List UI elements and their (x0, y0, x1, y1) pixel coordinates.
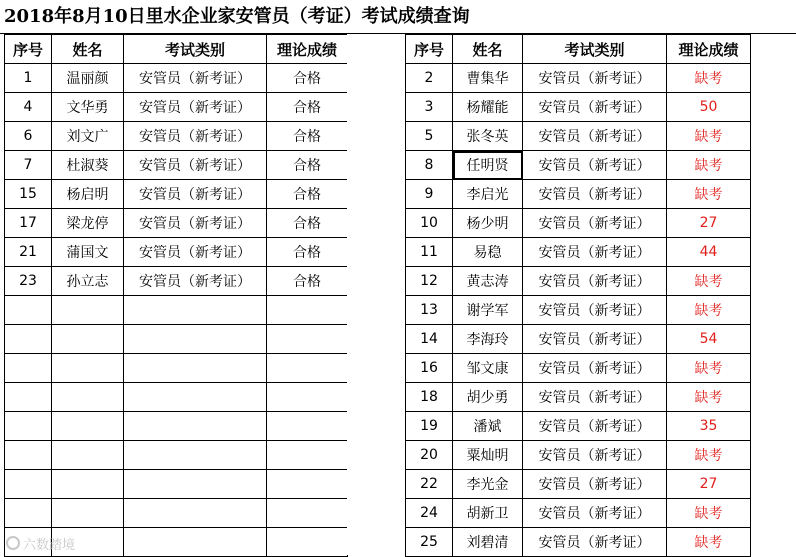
empty-cell[interactable] (267, 499, 348, 528)
cell-no[interactable]: 19 (406, 412, 453, 441)
cell-category[interactable]: 安管员（新考证） (523, 296, 667, 325)
table-row (406, 499, 751, 528)
cell-score[interactable]: 缺考 (667, 499, 751, 528)
cell-name[interactable]: 杨少明 (453, 209, 523, 238)
cell-category[interactable]: 安管员（新考证） (124, 267, 267, 296)
empty-row (5, 441, 348, 470)
cell-score[interactable]: 缺考 (667, 383, 751, 412)
cell-score[interactable]: 54 (667, 325, 751, 354)
cell-category[interactable]: 安管员（新考证） (523, 93, 667, 122)
cell-score[interactable]: 缺考 (667, 151, 751, 180)
cell-category[interactable]: 安管员（新考证） (523, 354, 667, 383)
table-row (406, 64, 751, 93)
spacer-column (347, 34, 405, 555)
cell-category[interactable]: 安管员（新考证） (124, 151, 267, 180)
empty-cell[interactable] (5, 325, 52, 354)
cell-name[interactable]: 刘文广 (52, 122, 124, 151)
cell-name[interactable]: 杜淑葵 (52, 151, 124, 180)
cell-no[interactable]: 21 (5, 238, 52, 267)
cell-score[interactable]: 合格 (267, 151, 348, 180)
cell-name[interactable]: 潘斌 (453, 412, 523, 441)
empty-cell[interactable] (52, 412, 124, 441)
cell-category[interactable]: 安管员（新考证） (523, 412, 667, 441)
cell-score[interactable]: 缺考 (667, 180, 751, 209)
right-results-table (405, 34, 751, 557)
cell-category[interactable]: 安管员（新考证） (523, 180, 667, 209)
empty-cell[interactable] (52, 325, 124, 354)
cell-no[interactable]: 17 (5, 209, 52, 238)
cell-score[interactable]: 50 (667, 93, 751, 122)
cell-name[interactable]: 孙立志 (52, 267, 124, 296)
table-row (406, 441, 751, 470)
cell-name[interactable]: 黄志涛 (453, 267, 523, 296)
cell-name[interactable]: 杨耀能 (453, 93, 523, 122)
cell-score[interactable]: 合格 (267, 93, 348, 122)
table-row (406, 383, 751, 412)
empty-cell[interactable] (267, 354, 348, 383)
empty-cell[interactable] (52, 499, 124, 528)
empty-cell[interactable] (124, 470, 267, 499)
cell-score[interactable]: 合格 (267, 238, 348, 267)
empty-cell[interactable] (5, 383, 52, 412)
cell-category[interactable]: 安管员（新考证） (124, 209, 267, 238)
cell-no[interactable]: 16 (406, 354, 453, 383)
empty-cell[interactable] (267, 412, 348, 441)
cell-category[interactable]: 安管员（新考证） (523, 383, 667, 412)
cell-no[interactable]: 2 (406, 64, 453, 93)
table-row (406, 93, 751, 122)
empty-row (5, 325, 348, 354)
table-row (5, 64, 348, 93)
table-row (406, 412, 751, 441)
cell-score[interactable]: 27 (667, 470, 751, 499)
empty-cell[interactable] (124, 412, 267, 441)
cell-category[interactable]: 安管员（新考证） (523, 325, 667, 354)
cell-score[interactable]: 27 (667, 209, 751, 238)
cell-score[interactable]: 44 (667, 238, 751, 267)
cell-category[interactable]: 安管员（新考证） (523, 209, 667, 238)
header-no[interactable]: 序号 (5, 35, 52, 64)
empty-cell[interactable] (5, 470, 52, 499)
empty-cell[interactable] (52, 470, 124, 499)
header-name[interactable]: 姓名 (52, 35, 124, 64)
cell-score[interactable]: 合格 (267, 64, 348, 93)
empty-cell[interactable] (5, 354, 52, 383)
table-row (5, 267, 348, 296)
watermark-text: 六数踏境 (23, 537, 76, 553)
cell-category[interactable]: 安管员（新考证） (523, 267, 667, 296)
empty-cell[interactable] (5, 296, 52, 325)
empty-cell[interactable] (52, 383, 124, 412)
cell-no[interactable]: 11 (406, 238, 453, 267)
header-score[interactable]: 理论成绩 (267, 35, 348, 64)
empty-cell[interactable] (124, 383, 267, 412)
empty-row (5, 354, 348, 383)
cell-no[interactable]: 18 (406, 383, 453, 412)
empty-cell[interactable] (52, 296, 124, 325)
cell-category[interactable]: 安管员（新考证） (124, 93, 267, 122)
cell-name[interactable]: 易稳 (453, 238, 523, 267)
empty-row (5, 412, 348, 441)
cell-no[interactable]: 12 (406, 267, 453, 296)
cell-name[interactable]: 粟灿明 (453, 441, 523, 470)
cell-no[interactable]: 23 (5, 267, 52, 296)
cell-category[interactable]: 安管员（新考证） (523, 64, 667, 93)
table-row (406, 267, 751, 296)
empty-row (5, 470, 348, 499)
table-row (406, 325, 751, 354)
empty-cell[interactable] (5, 499, 52, 528)
empty-cell[interactable] (267, 296, 348, 325)
empty-cell[interactable] (267, 383, 348, 412)
table-row (406, 151, 751, 180)
empty-row (5, 499, 348, 528)
cell-no[interactable]: 6 (5, 122, 52, 151)
empty-cell[interactable] (267, 441, 348, 470)
cell-score[interactable]: 缺考 (667, 122, 751, 151)
table-row (406, 238, 751, 267)
cell-category[interactable]: 安管员（新考证） (523, 499, 667, 528)
cell-no[interactable]: 24 (406, 499, 453, 528)
cell-score[interactable]: 缺考 (667, 354, 751, 383)
header-no[interactable]: 序号 (406, 35, 453, 64)
cell-name[interactable]: 蒲国文 (52, 238, 124, 267)
left-header-row (5, 35, 348, 64)
header-category[interactable]: 考试类别 (523, 35, 667, 64)
header-category[interactable]: 考试类别 (124, 35, 267, 64)
page-title: 2018年8月10日里水企业家安管员（考证）考试成绩查询 (4, 6, 470, 27)
cell-no[interactable]: 22 (406, 470, 453, 499)
cell-no[interactable]: 20 (406, 441, 453, 470)
cell-category[interactable]: 安管员（新考证） (523, 528, 667, 557)
table-row (406, 354, 751, 383)
cell-no[interactable]: 1 (5, 64, 52, 93)
right-header-row (406, 35, 751, 64)
empty-row (5, 296, 348, 325)
table-row (5, 238, 348, 267)
cell-name[interactable]: 胡少勇 (453, 383, 523, 412)
cell-no[interactable]: 10 (406, 209, 453, 238)
cell-score[interactable]: 缺考 (667, 267, 751, 296)
cell-name[interactable]: 李海玲 (453, 325, 523, 354)
left-results-table (4, 34, 348, 557)
table-row (5, 180, 348, 209)
cell-no[interactable]: 4 (5, 93, 52, 122)
empty-cell[interactable] (267, 528, 348, 557)
cell-no[interactable]: 7 (5, 151, 52, 180)
cell-category[interactable]: 安管员（新考证） (124, 122, 267, 151)
cell-category[interactable]: 安管员（新考证） (523, 238, 667, 267)
table-row (5, 93, 348, 122)
cell-score[interactable]: 缺考 (667, 528, 751, 557)
cell-no[interactable]: 14 (406, 325, 453, 354)
cell-category[interactable]: 安管员（新考证） (523, 441, 667, 470)
cell-category[interactable]: 安管员（新考证） (523, 470, 667, 499)
empty-cell[interactable] (5, 412, 52, 441)
cell-no[interactable]: 15 (5, 180, 52, 209)
watermark-logo-icon (6, 536, 20, 550)
table-row (406, 209, 751, 238)
header-name[interactable]: 姓名 (453, 35, 523, 64)
cell-no[interactable]: 13 (406, 296, 453, 325)
table-row (406, 180, 751, 209)
empty-cell[interactable] (124, 354, 267, 383)
empty-cell[interactable] (124, 325, 267, 354)
cell-name[interactable]: 温丽颜 (52, 64, 124, 93)
header-score[interactable]: 理论成绩 (667, 35, 751, 64)
cell-category[interactable]: 安管员（新考证） (124, 64, 267, 93)
cell-score[interactable]: 合格 (267, 267, 348, 296)
empty-cell[interactable] (52, 354, 124, 383)
cell-score[interactable]: 缺考 (667, 296, 751, 325)
table-row (406, 470, 751, 499)
cell-score[interactable]: 缺考 (667, 441, 751, 470)
cell-category[interactable]: 安管员（新考证） (523, 151, 667, 180)
cell-name[interactable]: 邹文康 (453, 354, 523, 383)
cell-name[interactable]: 梁龙停 (52, 209, 124, 238)
cell-score[interactable]: 合格 (267, 180, 348, 209)
cell-category[interactable]: 安管员（新考证） (124, 180, 267, 209)
cell-name[interactable]: 任明贤 (453, 151, 523, 180)
cell-name[interactable]: 曹集华 (453, 64, 523, 93)
cell-name[interactable]: 李光金 (453, 470, 523, 499)
cell-name[interactable]: 李启光 (453, 180, 523, 209)
cell-category[interactable]: 安管员（新考证） (124, 238, 267, 267)
empty-cell[interactable] (267, 325, 348, 354)
cell-score[interactable]: 合格 (267, 122, 348, 151)
cell-no[interactable]: 8 (406, 151, 453, 180)
table-row (5, 209, 348, 238)
empty-cell[interactable] (52, 441, 124, 470)
cell-no[interactable]: 9 (406, 180, 453, 209)
cell-category[interactable]: 安管员（新考证） (523, 122, 667, 151)
cell-name[interactable]: 杨启明 (52, 180, 124, 209)
watermark (6, 534, 75, 552)
cell-no[interactable]: 5 (406, 122, 453, 151)
cell-name[interactable]: 文华勇 (52, 93, 124, 122)
empty-cell[interactable] (267, 470, 348, 499)
cell-name[interactable]: 刘碧清 (453, 528, 523, 557)
cell-no[interactable]: 3 (406, 93, 453, 122)
table-row (5, 122, 348, 151)
cell-score[interactable]: 缺考 (667, 64, 751, 93)
empty-cell[interactable] (124, 499, 267, 528)
empty-cell[interactable] (124, 296, 267, 325)
empty-cell[interactable] (124, 441, 267, 470)
empty-cell[interactable] (5, 441, 52, 470)
table-row (406, 296, 751, 325)
cell-name[interactable]: 张冬英 (453, 122, 523, 151)
table-row (406, 528, 751, 557)
cell-name[interactable]: 谢学军 (453, 296, 523, 325)
cell-no[interactable]: 25 (406, 528, 453, 557)
cell-name[interactable]: 胡新卫 (453, 499, 523, 528)
cell-score[interactable]: 35 (667, 412, 751, 441)
cell-score[interactable]: 合格 (267, 209, 348, 238)
empty-row (5, 383, 348, 412)
empty-cell[interactable] (124, 528, 267, 557)
table-row (5, 151, 348, 180)
table-row (406, 122, 751, 151)
